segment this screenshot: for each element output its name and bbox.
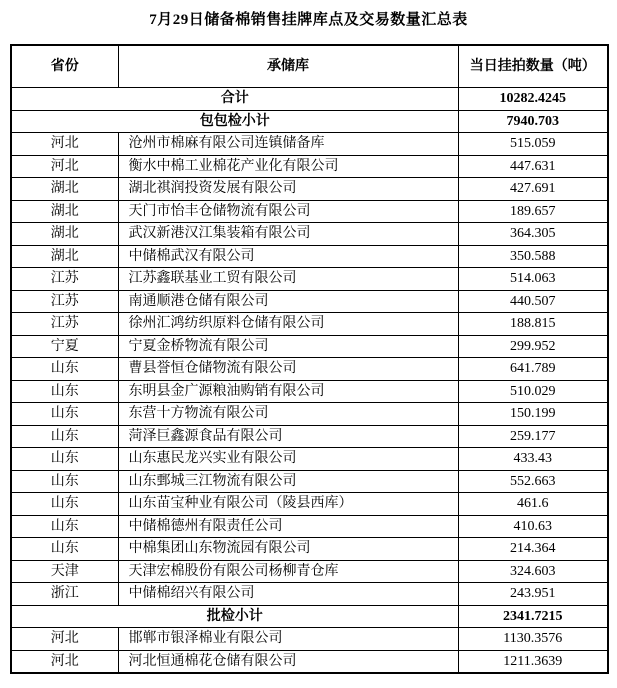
- header-province: 省份: [11, 45, 118, 88]
- warehouse-cell: 中储棉武汉有限公司: [118, 245, 458, 268]
- warehouse-cell: 中储棉绍兴有限公司: [118, 583, 458, 606]
- summary-row: [11, 88, 608, 111]
- province-cell: 山东: [11, 403, 118, 426]
- table-row: [11, 155, 608, 178]
- province-cell: 江苏: [11, 268, 118, 291]
- quantity-cell: 447.631: [458, 155, 608, 178]
- warehouse-cell: 河北恒通棉花仓储有限公司: [118, 650, 458, 673]
- province-cell: 湖北: [11, 223, 118, 246]
- warehouse-cell: 沧州市棉麻有限公司连镇储备库: [118, 133, 458, 156]
- quantity-cell: 188.815: [458, 313, 608, 336]
- table-row: [11, 380, 608, 403]
- summary-quantity-cell: 10282.4245: [458, 88, 608, 111]
- quantity-cell: 440.507: [458, 290, 608, 313]
- province-cell: 天津: [11, 560, 118, 583]
- warehouse-cell: 中棉集团山东物流园有限公司: [118, 538, 458, 561]
- quantity-cell: 641.789: [458, 358, 608, 381]
- province-cell: 山东: [11, 358, 118, 381]
- province-cell: 江苏: [11, 290, 118, 313]
- quantity-cell: 324.603: [458, 560, 608, 583]
- table-row: [11, 245, 608, 268]
- summary-quantity-cell: 2341.7215: [458, 605, 608, 628]
- summary-label-cell: 批检小计: [11, 605, 458, 628]
- province-cell: 湖北: [11, 200, 118, 223]
- province-cell: 河北: [11, 650, 118, 673]
- quantity-cell: 259.177: [458, 425, 608, 448]
- province-cell: 宁夏: [11, 335, 118, 358]
- table-row: [11, 560, 608, 583]
- warehouse-cell: 衡水中棉工业棉花产业化有限公司: [118, 155, 458, 178]
- province-cell: 山东: [11, 515, 118, 538]
- table-row: [11, 628, 608, 651]
- quantity-cell: 515.059: [458, 133, 608, 156]
- quantity-cell: 214.364: [458, 538, 608, 561]
- table-row: [11, 493, 608, 516]
- table-row: [11, 515, 608, 538]
- quantity-cell: 1130.3576: [458, 628, 608, 651]
- page-title: 7月29日储备棉销售挂牌库点及交易数量汇总表: [149, 12, 468, 28]
- quantity-cell: 427.691: [458, 178, 608, 201]
- warehouse-cell: 中储棉德州有限责任公司: [118, 515, 458, 538]
- table-row: [11, 335, 608, 358]
- warehouse-cell: 湖北祺润投资发展有限公司: [118, 178, 458, 201]
- table-row: [11, 313, 608, 336]
- province-cell: 河北: [11, 133, 118, 156]
- warehouse-cell: 邯郸市银泽棉业有限公司: [118, 628, 458, 651]
- warehouse-cell: 徐州汇鸿纺织原料仓储有限公司: [118, 313, 458, 336]
- quantity-cell: 1211.3639: [458, 650, 608, 673]
- province-cell: 山东: [11, 380, 118, 403]
- table-row: [11, 403, 608, 426]
- province-cell: 山东: [11, 538, 118, 561]
- warehouse-cell: 山东惠民龙兴实业有限公司: [118, 448, 458, 471]
- quantity-cell: 350.588: [458, 245, 608, 268]
- warehouse-cell: 南通顺港仓储有限公司: [118, 290, 458, 313]
- summary-label-cell: 包包检小计: [11, 110, 458, 133]
- warehouse-cell: 武汉新港汉江集装箱有限公司: [118, 223, 458, 246]
- table-row: [11, 178, 608, 201]
- warehouse-cell: 山东苗宝种业有限公司（陵县西库）: [118, 493, 458, 516]
- province-cell: 湖北: [11, 245, 118, 268]
- quantity-cell: 510.029: [458, 380, 608, 403]
- warehouse-cell: 东明县金广源粮油购销有限公司: [118, 380, 458, 403]
- warehouse-cell: 山东鄄城三江物流有限公司: [118, 470, 458, 493]
- table-row: [11, 470, 608, 493]
- province-cell: 河北: [11, 628, 118, 651]
- table-row: [11, 223, 608, 246]
- province-cell: 山东: [11, 425, 118, 448]
- summary-row: [11, 605, 608, 628]
- summary-label-cell: 合计: [11, 88, 458, 111]
- province-cell: 山东: [11, 448, 118, 471]
- summary-row: [11, 110, 608, 133]
- table-row: [11, 425, 608, 448]
- table-body: [11, 88, 608, 674]
- header-warehouse: 承储库: [118, 45, 458, 88]
- quantity-cell: 461.6: [458, 493, 608, 516]
- table-row: [11, 268, 608, 291]
- quantity-cell: 514.063: [458, 268, 608, 291]
- quantity-cell: 433.43: [458, 448, 608, 471]
- quantity-cell: 410.63: [458, 515, 608, 538]
- province-cell: 浙江: [11, 583, 118, 606]
- table-row: [11, 290, 608, 313]
- province-cell: 山东: [11, 493, 118, 516]
- quantity-cell: 364.305: [458, 223, 608, 246]
- province-cell: 山东: [11, 470, 118, 493]
- header-quantity: 当日挂拍数量（吨）: [458, 45, 608, 88]
- table-row: [11, 133, 608, 156]
- province-cell: 河北: [11, 155, 118, 178]
- table-row: [11, 650, 608, 673]
- warehouse-cell: 宁夏金桥物流有限公司: [118, 335, 458, 358]
- quantity-cell: 150.199: [458, 403, 608, 426]
- table-row: [11, 200, 608, 223]
- warehouse-cell: 菏泽巨鑫源食品有限公司: [118, 425, 458, 448]
- warehouse-cell: 天津宏棉股份有限公司杨柳青仓库: [118, 560, 458, 583]
- table-row: [11, 448, 608, 471]
- table-row: [11, 358, 608, 381]
- warehouse-cell: 天门市怡丰仓储物流有限公司: [118, 200, 458, 223]
- table-row: [11, 538, 608, 561]
- warehouse-cell: 江苏鑫联基业工贸有限公司: [118, 268, 458, 291]
- warehouse-cell: 东营十方物流有限公司: [118, 403, 458, 426]
- table-header-row: [11, 45, 608, 88]
- quantity-cell: 552.663: [458, 470, 608, 493]
- summary-table: [10, 44, 609, 674]
- quantity-cell: 189.657: [458, 200, 608, 223]
- warehouse-cell: 曹县誉恒仓储物流有限公司: [118, 358, 458, 381]
- quantity-cell: 243.951: [458, 583, 608, 606]
- table-row: [11, 583, 608, 606]
- summary-quantity-cell: 7940.703: [458, 110, 608, 133]
- quantity-cell: 299.952: [458, 335, 608, 358]
- province-cell: 湖北: [11, 178, 118, 201]
- province-cell: 江苏: [11, 313, 118, 336]
